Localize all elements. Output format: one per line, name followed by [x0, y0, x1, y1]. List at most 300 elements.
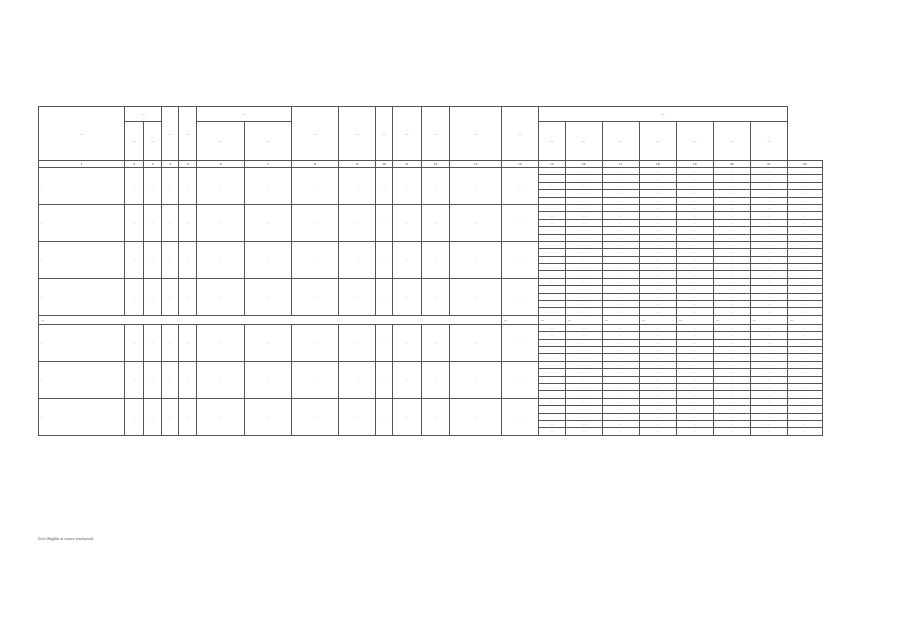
amount-cell: —: [750, 219, 787, 226]
object-attr-cell: —: [450, 324, 501, 361]
object-attr-cell: —: [143, 241, 162, 278]
amount-cell: —: [639, 391, 676, 398]
amount-cell: —: [787, 376, 822, 383]
table-row: [39, 241, 823, 248]
amount-cell: —: [787, 271, 822, 278]
amount-cell: —: [713, 398, 750, 405]
amount-cell: —: [750, 278, 787, 285]
object-attr-cell: —: [244, 278, 291, 315]
amount-cell: —: [565, 286, 602, 293]
amount-cell: —: [787, 264, 822, 271]
column-number: 7: [244, 161, 291, 168]
amount-cell: —: [787, 398, 822, 405]
object-attr-cell: —: [376, 278, 392, 315]
object-attr-cell: —: [392, 278, 421, 315]
amount-cell: —: [676, 308, 713, 315]
object-attr-cell: —: [339, 398, 376, 435]
amount-cell: —: [676, 301, 713, 308]
amount-cell: —: [602, 406, 639, 413]
amount-cell: —: [602, 361, 639, 368]
column-number: 20: [713, 161, 750, 168]
amount-cell: —: [713, 428, 750, 435]
object-attr-cell: —: [178, 204, 197, 241]
amount-cell: —: [750, 197, 787, 204]
executor-cell: —: [501, 241, 538, 278]
amount-cell: —: [639, 428, 676, 435]
amount-cell: —: [639, 168, 676, 175]
amount-cell: —: [602, 197, 639, 204]
column-number: 17: [602, 161, 639, 168]
amount-cell: —: [565, 227, 602, 234]
funding-source-cell: —: [538, 369, 565, 376]
object-name-cell: —: [39, 204, 125, 241]
amount-cell: —: [565, 168, 602, 175]
amount-cell: —: [750, 168, 787, 175]
amount-cell: —: [676, 190, 713, 197]
funding-source-cell: —: [538, 234, 565, 241]
amount-cell: —: [713, 406, 750, 413]
amount-cell: —: [750, 406, 787, 413]
amount-cell: —: [750, 413, 787, 420]
amount-cell: —: [565, 293, 602, 300]
funding-source-cell: —: [538, 332, 565, 339]
amount-cell: —: [565, 219, 602, 226]
amount-cell: —: [676, 241, 713, 248]
header-cell: —: [197, 122, 244, 161]
amount-cell: —: [565, 383, 602, 390]
object-attr-cell: —: [125, 361, 144, 398]
amount-cell: —: [787, 241, 822, 248]
financing-table-sheet: [38, 106, 823, 436]
object-attr-cell: —: [421, 168, 450, 205]
amount-cell: —: [602, 354, 639, 361]
funding-source-cell: —: [538, 354, 565, 361]
amount-cell: —: [676, 369, 713, 376]
funding-source-cell: —: [538, 420, 565, 427]
table-row: [39, 398, 823, 405]
funding-source-cell: —: [538, 383, 565, 390]
object-name-cell: —: [39, 278, 125, 315]
amount-cell: —: [565, 182, 602, 189]
funding-source-cell: —: [538, 324, 565, 331]
object-attr-cell: —: [339, 278, 376, 315]
amount-cell: —: [713, 391, 750, 398]
column-number: 8: [292, 161, 339, 168]
amount-cell: —: [676, 219, 713, 226]
funding-source-cell: —: [538, 256, 565, 263]
amount-cell: —: [713, 204, 750, 211]
amount-cell: —: [713, 332, 750, 339]
amount-cell: —: [602, 190, 639, 197]
object-attr-cell: —: [421, 278, 450, 315]
object-attr-cell: —: [125, 168, 144, 205]
amount-cell: —: [676, 182, 713, 189]
amount-cell: —: [676, 293, 713, 300]
amount-cell: —: [676, 376, 713, 383]
column-number: 12: [421, 161, 450, 168]
amount-cell: —: [602, 369, 639, 376]
funding-source-cell: —: [538, 339, 565, 346]
table-row: [39, 204, 823, 211]
object-attr-cell: —: [392, 204, 421, 241]
band-cell: —: [538, 315, 565, 324]
funding-source-cell: —: [538, 346, 565, 353]
executor-cell: —: [501, 398, 538, 435]
band-cell: —: [676, 315, 713, 324]
funding-source-cell: —: [538, 391, 565, 398]
amount-cell: —: [713, 346, 750, 353]
object-attr-cell: —: [178, 398, 197, 435]
amount-cell: —: [787, 190, 822, 197]
band-cell: —: [639, 315, 676, 324]
column-number: 2: [125, 161, 144, 168]
amount-cell: —: [713, 354, 750, 361]
amount-cell: —: [713, 369, 750, 376]
amount-cell: —: [639, 212, 676, 219]
amount-cell: —: [750, 324, 787, 331]
amount-cell: —: [787, 361, 822, 368]
amount-cell: —: [750, 256, 787, 263]
amount-cell: —: [565, 324, 602, 331]
amount-cell: —: [750, 293, 787, 300]
object-attr-cell: —: [421, 324, 450, 361]
amount-cell: —: [602, 301, 639, 308]
amount-cell: —: [750, 308, 787, 315]
object-attr-cell: —: [244, 204, 291, 241]
amount-cell: —: [787, 234, 822, 241]
funding-source-cell: —: [538, 308, 565, 315]
object-attr-cell: —: [376, 204, 392, 241]
object-attr-cell: —: [197, 398, 244, 435]
amount-cell: —: [602, 264, 639, 271]
amount-cell: —: [602, 234, 639, 241]
header-cell: —: [421, 107, 450, 161]
amount-cell: —: [639, 197, 676, 204]
amount-cell: —: [565, 354, 602, 361]
object-attr-cell: —: [292, 361, 339, 398]
amount-cell: —: [787, 369, 822, 376]
header-cell: —: [292, 107, 339, 161]
object-attr-cell: —: [339, 204, 376, 241]
amount-cell: —: [750, 286, 787, 293]
funding-source-cell: —: [538, 227, 565, 234]
amount-cell: —: [565, 175, 602, 182]
object-attr-cell: —: [143, 324, 162, 361]
funding-source-cell: —: [538, 219, 565, 226]
band-cell: —: [565, 315, 602, 324]
executor-cell: —: [501, 168, 538, 205]
amount-cell: —: [787, 182, 822, 189]
amount-cell: —: [639, 346, 676, 353]
amount-cell: —: [676, 212, 713, 219]
amount-cell: —: [787, 227, 822, 234]
header-cell: —: [339, 107, 376, 161]
object-attr-cell: —: [197, 241, 244, 278]
column-number: 19: [676, 161, 713, 168]
amount-cell: —: [750, 376, 787, 383]
funding-source-cell: —: [538, 286, 565, 293]
amount-cell: —: [676, 264, 713, 271]
funding-source-cell: —: [538, 204, 565, 211]
header-cell-year: —: [538, 122, 565, 161]
amount-cell: —: [713, 271, 750, 278]
amount-cell: —: [750, 212, 787, 219]
amount-cell: —: [713, 219, 750, 226]
amount-cell: —: [713, 234, 750, 241]
object-attr-cell: —: [162, 241, 178, 278]
object-attr-cell: —: [450, 398, 501, 435]
object-attr-cell: —: [421, 204, 450, 241]
object-attr-cell: —: [143, 398, 162, 435]
object-attr-cell: —: [197, 204, 244, 241]
object-attr-cell: —: [392, 241, 421, 278]
amount-cell: —: [787, 324, 822, 331]
amount-cell: —: [639, 413, 676, 420]
amount-cell: —: [602, 249, 639, 256]
amount-cell: —: [676, 339, 713, 346]
object-attr-cell: —: [178, 241, 197, 278]
header-cell-year: —: [602, 122, 639, 161]
amount-cell: —: [713, 175, 750, 182]
funding-source-cell: —: [538, 406, 565, 413]
amount-cell: —: [676, 227, 713, 234]
amount-cell: —: [713, 376, 750, 383]
amount-cell: —: [676, 249, 713, 256]
object-attr-cell: —: [125, 204, 144, 241]
column-number: 1: [39, 161, 125, 168]
amount-cell: —: [676, 354, 713, 361]
amount-cell: —: [565, 271, 602, 278]
object-attr-cell: —: [450, 361, 501, 398]
amount-cell: —: [602, 383, 639, 390]
object-attr-cell: —: [162, 278, 178, 315]
object-name-cell: —: [39, 361, 125, 398]
object-attr-cell: —: [162, 361, 178, 398]
amount-cell: —: [787, 204, 822, 211]
amount-cell: —: [787, 406, 822, 413]
amount-cell: —: [676, 324, 713, 331]
amount-cell: —: [787, 354, 822, 361]
amount-cell: —: [713, 241, 750, 248]
object-name-cell: —: [39, 241, 125, 278]
amount-cell: —: [602, 339, 639, 346]
column-number: 5: [178, 161, 197, 168]
amount-cell: —: [787, 249, 822, 256]
amount-cell: —: [602, 227, 639, 234]
amount-cell: —: [750, 332, 787, 339]
amount-cell: —: [602, 324, 639, 331]
amount-cell: —: [750, 204, 787, 211]
object-attr-cell: —: [125, 398, 144, 435]
amount-cell: —: [713, 324, 750, 331]
amount-cell: —: [787, 332, 822, 339]
amount-cell: —: [787, 346, 822, 353]
amount-cell: —: [565, 278, 602, 285]
object-attr-cell: —: [125, 278, 144, 315]
amount-cell: —: [565, 241, 602, 248]
amount-cell: —: [565, 301, 602, 308]
amount-cell: —: [565, 190, 602, 197]
amount-cell: —: [713, 339, 750, 346]
amount-cell: —: [639, 406, 676, 413]
object-attr-cell: —: [178, 168, 197, 205]
table-row: [39, 278, 823, 285]
executor-cell: —: [501, 278, 538, 315]
amount-cell: —: [787, 212, 822, 219]
object-attr-cell: —: [292, 168, 339, 205]
amount-cell: —: [787, 301, 822, 308]
funding-source-cell: —: [538, 293, 565, 300]
amount-cell: —: [639, 369, 676, 376]
amount-cell: —: [713, 197, 750, 204]
object-attr-cell: —: [143, 204, 162, 241]
amount-cell: —: [676, 420, 713, 427]
amount-cell: —: [565, 406, 602, 413]
object-attr-cell: —: [162, 168, 178, 205]
object-attr-cell: —: [197, 278, 244, 315]
amount-cell: —: [750, 361, 787, 368]
amount-cell: —: [639, 324, 676, 331]
program-band-row: [39, 315, 823, 324]
amount-cell: —: [787, 339, 822, 346]
amount-cell: —: [750, 241, 787, 248]
amount-cell: —: [602, 256, 639, 263]
funding-source-cell: —: [538, 197, 565, 204]
amount-cell: —: [565, 332, 602, 339]
column-number: 21: [750, 161, 787, 168]
amount-cell: —: [602, 241, 639, 248]
object-attr-cell: —: [244, 361, 291, 398]
amount-cell: —: [565, 339, 602, 346]
object-attr-cell: —: [376, 361, 392, 398]
amount-cell: —: [602, 308, 639, 315]
column-number: 4: [162, 161, 178, 168]
object-attr-cell: —: [450, 168, 501, 205]
object-name-cell: —: [39, 398, 125, 435]
header-cell-financing-group: —: [538, 107, 787, 122]
column-number: 3: [143, 161, 162, 168]
object-attr-cell: —: [339, 361, 376, 398]
amount-cell: —: [639, 249, 676, 256]
column-number-row: [39, 161, 823, 168]
amount-cell: —: [639, 271, 676, 278]
amount-cell: —: [602, 204, 639, 211]
amount-cell: —: [713, 168, 750, 175]
amount-cell: —: [639, 354, 676, 361]
object-attr-cell: —: [125, 324, 144, 361]
amount-cell: —: [639, 286, 676, 293]
amount-cell: —: [750, 271, 787, 278]
header-cell: —: [392, 107, 421, 161]
amount-cell: —: [639, 278, 676, 285]
amount-cell: —: [565, 204, 602, 211]
object-attr-cell: —: [244, 241, 291, 278]
amount-cell: —: [676, 278, 713, 285]
amount-cell: —: [639, 241, 676, 248]
amount-cell: —: [750, 420, 787, 427]
amount-cell: —: [787, 391, 822, 398]
header-cell: —: [501, 107, 538, 161]
amount-cell: —: [639, 264, 676, 271]
amount-cell: —: [639, 376, 676, 383]
column-number: 10: [376, 161, 392, 168]
band-cell: —: [713, 315, 750, 324]
object-attr-cell: —: [292, 241, 339, 278]
amount-cell: —: [713, 264, 750, 271]
amount-cell: —: [750, 175, 787, 182]
amount-cell: —: [602, 391, 639, 398]
amount-cell: —: [565, 346, 602, 353]
amount-cell: —: [750, 234, 787, 241]
amount-cell: —: [676, 428, 713, 435]
column-number: 18: [639, 161, 676, 168]
amount-cell: —: [565, 234, 602, 241]
object-attr-cell: —: [143, 361, 162, 398]
amount-cell: —: [565, 264, 602, 271]
column-number: 13: [450, 161, 501, 168]
amount-cell: —: [639, 234, 676, 241]
table-row: [39, 168, 823, 175]
header-row: [39, 107, 823, 122]
header-cell-year: —: [750, 122, 787, 161]
amount-cell: —: [565, 428, 602, 435]
object-attr-cell: —: [392, 168, 421, 205]
header-cell: —: [376, 107, 392, 161]
header-cell: —: [125, 122, 144, 161]
object-attr-cell: —: [178, 324, 197, 361]
amount-cell: —: [639, 227, 676, 234]
band-cell: —: [501, 315, 538, 324]
amount-cell: —: [750, 398, 787, 405]
amount-cell: —: [750, 339, 787, 346]
amount-cell: —: [787, 308, 822, 315]
amount-cell: —: [787, 256, 822, 263]
amount-cell: —: [676, 168, 713, 175]
object-attr-cell: —: [292, 204, 339, 241]
amount-cell: —: [565, 376, 602, 383]
amount-cell: —: [750, 346, 787, 353]
amount-cell: —: [676, 197, 713, 204]
amount-cell: —: [676, 271, 713, 278]
object-attr-cell: —: [143, 278, 162, 315]
amount-cell: —: [713, 256, 750, 263]
amount-cell: —: [676, 286, 713, 293]
object-attr-cell: —: [244, 324, 291, 361]
amount-cell: —: [565, 369, 602, 376]
amount-cell: —: [713, 308, 750, 315]
funding-source-cell: —: [538, 241, 565, 248]
amount-cell: —: [787, 219, 822, 226]
object-attr-cell: —: [421, 361, 450, 398]
amount-cell: —: [602, 413, 639, 420]
funding-source-cell: —: [538, 168, 565, 175]
object-attr-cell: —: [376, 398, 392, 435]
amount-cell: —: [750, 383, 787, 390]
amount-cell: —: [602, 420, 639, 427]
header-cell-year: —: [713, 122, 750, 161]
header-cell: —: [143, 122, 162, 161]
amount-cell: —: [639, 420, 676, 427]
amount-cell: —: [750, 428, 787, 435]
amount-cell: —: [565, 391, 602, 398]
amount-cell: —: [676, 413, 713, 420]
amount-cell: —: [639, 204, 676, 211]
object-attr-cell: —: [197, 361, 244, 398]
object-attr-cell: —: [339, 241, 376, 278]
footnote: [text illegible at source resolution]: [38, 536, 94, 541]
amount-cell: —: [639, 190, 676, 197]
object-attr-cell: —: [292, 398, 339, 435]
